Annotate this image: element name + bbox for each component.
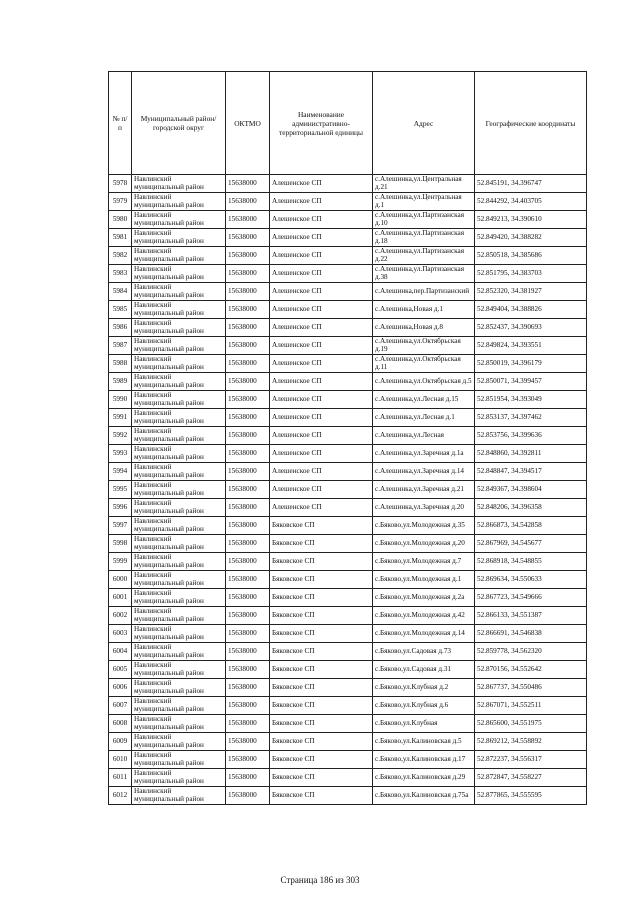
table-row	[109, 319, 587, 337]
address-cell: с.Алешинка,ул.Партизанская д.38	[373, 265, 475, 283]
table-row	[109, 337, 587, 355]
unit-cell: Алешенское СП	[270, 265, 373, 283]
row-number: 5984	[109, 283, 132, 301]
coordinates-cell: 52.866873, 34.542858	[475, 517, 587, 535]
address-cell: с.Бяково,ул.Молодежная д.1	[373, 571, 475, 589]
oktmo-cell: 15638000	[226, 571, 270, 589]
header-oktmo: ОКТМО	[226, 72, 270, 175]
oktmo-cell: 15638000	[226, 535, 270, 553]
unit-cell: Алешенское СП	[270, 373, 373, 391]
district-cell: Навлинский муниципальный район	[132, 553, 226, 571]
address-cell: с.Бяково,ул.Калиновская д.5	[373, 733, 475, 751]
table-row	[109, 643, 587, 661]
coordinates-cell: 52.849213, 34.390610	[475, 211, 587, 229]
oktmo-cell: 15638000	[226, 445, 270, 463]
table-row	[109, 193, 587, 211]
oktmo-cell: 15638000	[226, 391, 270, 409]
coordinates-cell: 52.868918, 34.548855	[475, 553, 587, 571]
unit-cell: Бяковское СП	[270, 571, 373, 589]
table-row	[109, 715, 587, 733]
district-cell: Навлинский муниципальный район	[132, 445, 226, 463]
address-cell: с.Алешинка,ул.Октябрьская д.19	[373, 337, 475, 355]
district-cell: Навлинский муниципальный район	[132, 535, 226, 553]
coordinates-cell: 52.877865, 34.555595	[475, 787, 587, 805]
district-cell: Навлинский муниципальный район	[132, 211, 226, 229]
address-cell: с.Алешинка,ул.Октябрьская д.11	[373, 355, 475, 373]
row-number: 5981	[109, 229, 132, 247]
district-cell: Навлинский муниципальный район	[132, 679, 226, 697]
row-number: 5983	[109, 265, 132, 283]
header-number: № п/п	[109, 72, 132, 175]
oktmo-cell: 15638000	[226, 787, 270, 805]
unit-cell: Бяковское СП	[270, 661, 373, 679]
coordinates-cell: 52.869634, 34.550633	[475, 571, 587, 589]
oktmo-cell: 15638000	[226, 517, 270, 535]
table-row	[109, 355, 587, 373]
row-number: 5990	[109, 391, 132, 409]
oktmo-cell: 15638000	[226, 301, 270, 319]
table-header-row	[109, 72, 587, 175]
row-number: 6010	[109, 751, 132, 769]
unit-cell: Алешенское СП	[270, 283, 373, 301]
row-number: 5986	[109, 319, 132, 337]
address-cell: с.Алешинка,ул.Заречная д.14	[373, 463, 475, 481]
address-cell: с.Алешинка,ул.Партизанская д.10	[373, 211, 475, 229]
row-number: 6007	[109, 697, 132, 715]
district-cell: Навлинский муниципальный район	[132, 247, 226, 265]
coordinates-cell: 52.848847, 34.394517	[475, 463, 587, 481]
district-cell: Навлинский муниципальный район	[132, 265, 226, 283]
district-cell: Навлинский муниципальный район	[132, 517, 226, 535]
table-row	[109, 463, 587, 481]
coordinates-cell: 52.872847, 34.558227	[475, 769, 587, 787]
row-number: 5997	[109, 517, 132, 535]
district-cell: Навлинский муниципальный район	[132, 733, 226, 751]
row-number: 6003	[109, 625, 132, 643]
district-cell: Навлинский муниципальный район	[132, 607, 226, 625]
unit-cell: Бяковское СП	[270, 589, 373, 607]
unit-cell: Алешенское СП	[270, 427, 373, 445]
coordinates-cell: 52.851954, 34.393049	[475, 391, 587, 409]
coordinates-cell: 52.866133, 34.551387	[475, 607, 587, 625]
coordinates-cell: 52.853137, 34.397462	[475, 409, 587, 427]
oktmo-cell: 15638000	[226, 355, 270, 373]
oktmo-cell: 15638000	[226, 499, 270, 517]
oktmo-cell: 15638000	[226, 229, 270, 247]
table-row	[109, 175, 587, 193]
oktmo-cell: 15638000	[226, 625, 270, 643]
unit-cell: Бяковское СП	[270, 535, 373, 553]
address-cell: с.Бяково,ул.Клубная д.2	[373, 679, 475, 697]
row-number: 6011	[109, 769, 132, 787]
row-number: 5987	[109, 337, 132, 355]
table-row	[109, 499, 587, 517]
unit-cell: Бяковское СП	[270, 625, 373, 643]
address-cell: с.Бяково,ул.Калиновская д.29	[373, 769, 475, 787]
table-row	[109, 427, 587, 445]
coordinates-cell: 52.845191, 34.396747	[475, 175, 587, 193]
address-cell: с.Алешинка,ул.Заречная д.21	[373, 481, 475, 499]
coordinates-cell: 52.850518, 34.385686	[475, 247, 587, 265]
header-coordinates: Географические координаты	[475, 72, 587, 175]
address-cell: с.Бяково,ул.Садовая д.73	[373, 643, 475, 661]
coordinates-cell: 52.844292, 34.403705	[475, 193, 587, 211]
table-row	[109, 265, 587, 283]
oktmo-cell: 15638000	[226, 409, 270, 427]
unit-cell: Бяковское СП	[270, 697, 373, 715]
coordinates-cell: 52.859778, 34.562320	[475, 643, 587, 661]
address-cell: с.Бяково,ул.Молодежная д.35	[373, 517, 475, 535]
unit-cell: Бяковское СП	[270, 643, 373, 661]
unit-cell: Алешенское СП	[270, 229, 373, 247]
oktmo-cell: 15638000	[226, 337, 270, 355]
table-row	[109, 283, 587, 301]
row-number: 5992	[109, 427, 132, 445]
oktmo-cell: 15638000	[226, 715, 270, 733]
table-row	[109, 301, 587, 319]
address-cell: с.Бяково,ул.Клубная д.6	[373, 697, 475, 715]
row-number: 5999	[109, 553, 132, 571]
address-cell: с.Бяково,ул.Калиновская д.17	[373, 751, 475, 769]
unit-cell: Алешенское СП	[270, 337, 373, 355]
coordinates-cell: 52.867723, 34.549666	[475, 589, 587, 607]
district-cell: Навлинский муниципальный район	[132, 427, 226, 445]
unit-cell: Алешенское СП	[270, 355, 373, 373]
oktmo-cell: 15638000	[226, 247, 270, 265]
table-row	[109, 553, 587, 571]
row-number: 6001	[109, 589, 132, 607]
address-cell: с.Алешинка,ул.Лесная	[373, 427, 475, 445]
coordinates-cell: 52.866691, 34.546838	[475, 625, 587, 643]
table-row	[109, 211, 587, 229]
oktmo-cell: 15638000	[226, 427, 270, 445]
header-address: Адрес	[373, 72, 475, 175]
table-row	[109, 661, 587, 679]
table-row	[109, 769, 587, 787]
row-number: 5985	[109, 301, 132, 319]
oktmo-cell: 15638000	[226, 175, 270, 193]
coordinates-cell: 52.849420, 34.388282	[475, 229, 587, 247]
table-row	[109, 589, 587, 607]
address-cell: с.Алешинка,ул.Партизанская д.18	[373, 229, 475, 247]
coordinates-cell: 52.848206, 34.396358	[475, 499, 587, 517]
address-cell: с.Бяково,ул.Молодежная д.14	[373, 625, 475, 643]
address-cell: с.Алешинка,ул.Партизанская д.22	[373, 247, 475, 265]
district-cell: Навлинский муниципальный район	[132, 229, 226, 247]
row-number: 6009	[109, 733, 132, 751]
district-cell: Навлинский муниципальный район	[132, 193, 226, 211]
oktmo-cell: 15638000	[226, 661, 270, 679]
coordinates-table	[108, 71, 587, 805]
coordinates-cell: 52.850019, 34.396179	[475, 355, 587, 373]
address-cell: с.Алешинка,ул.Заречная д.20	[373, 499, 475, 517]
district-cell: Навлинский муниципальный район	[132, 319, 226, 337]
table-row	[109, 409, 587, 427]
address-cell: с.Бяково,ул.Калиновская д.75а	[373, 787, 475, 805]
unit-cell: Бяковское СП	[270, 787, 373, 805]
unit-cell: Бяковское СП	[270, 553, 373, 571]
unit-cell: Алешенское СП	[270, 247, 373, 265]
oktmo-cell: 15638000	[226, 733, 270, 751]
oktmo-cell: 15638000	[226, 751, 270, 769]
row-number: 6002	[109, 607, 132, 625]
district-cell: Навлинский муниципальный район	[132, 589, 226, 607]
row-number: 5994	[109, 463, 132, 481]
unit-cell: Бяковское СП	[270, 715, 373, 733]
oktmo-cell: 15638000	[226, 643, 270, 661]
unit-cell: Бяковское СП	[270, 769, 373, 787]
row-number: 6000	[109, 571, 132, 589]
district-cell: Навлинский муниципальный район	[132, 337, 226, 355]
district-cell: Навлинский муниципальный район	[132, 301, 226, 319]
row-number: 6006	[109, 679, 132, 697]
district-cell: Навлинский муниципальный район	[132, 787, 226, 805]
table-row	[109, 535, 587, 553]
address-cell: с.Алешинка,ул.Октябрьская д.5	[373, 373, 475, 391]
unit-cell: Бяковское СП	[270, 733, 373, 751]
page-footer: Страница 186 из 303	[280, 875, 360, 885]
address-cell: с.Бяково,ул.Молодежная д.2а	[373, 589, 475, 607]
oktmo-cell: 15638000	[226, 463, 270, 481]
oktmo-cell: 15638000	[226, 679, 270, 697]
unit-cell: Бяковское СП	[270, 751, 373, 769]
row-number: 5978	[109, 175, 132, 193]
unit-cell: Алешенское СП	[270, 481, 373, 499]
address-cell: с.Алешинка,ул.Лесная д.15	[373, 391, 475, 409]
row-number: 5996	[109, 499, 132, 517]
coordinates-cell: 52.865600, 34.551975	[475, 715, 587, 733]
district-cell: Навлинский муниципальный район	[132, 499, 226, 517]
header-district: Муниципальный район/городской округ	[132, 72, 226, 175]
oktmo-cell: 15638000	[226, 481, 270, 499]
unit-cell: Бяковское СП	[270, 607, 373, 625]
row-number: 5980	[109, 211, 132, 229]
row-number: 5988	[109, 355, 132, 373]
oktmo-cell: 15638000	[226, 265, 270, 283]
district-cell: Навлинский муниципальный район	[132, 643, 226, 661]
address-cell: с.Алешинка,пер.Партизанский	[373, 283, 475, 301]
row-number: 5995	[109, 481, 132, 499]
coordinates-cell: 52.852437, 34.390693	[475, 319, 587, 337]
row-number: 5998	[109, 535, 132, 553]
oktmo-cell: 15638000	[226, 607, 270, 625]
table-row	[109, 751, 587, 769]
unit-cell: Алешенское СП	[270, 445, 373, 463]
district-cell: Навлинский муниципальный район	[132, 391, 226, 409]
district-cell: Навлинский муниципальный район	[132, 571, 226, 589]
coordinates-cell: 52.870156, 34.552642	[475, 661, 587, 679]
oktmo-cell: 15638000	[226, 769, 270, 787]
unit-cell: Алешенское СП	[270, 175, 373, 193]
district-cell: Навлинский муниципальный район	[132, 409, 226, 427]
table-row	[109, 481, 587, 499]
coordinates-cell: 52.867737, 34.550486	[475, 679, 587, 697]
oktmo-cell: 15638000	[226, 319, 270, 337]
row-number: 5993	[109, 445, 132, 463]
unit-cell: Алешенское СП	[270, 499, 373, 517]
address-cell: с.Бяково,ул.Молодежная д.42	[373, 607, 475, 625]
coordinates-cell: 52.849367, 34.398604	[475, 481, 587, 499]
unit-cell: Алешенское СП	[270, 463, 373, 481]
coordinates-cell: 52.872237, 34.556317	[475, 751, 587, 769]
coordinates-cell: 52.867071, 34.552511	[475, 697, 587, 715]
row-number: 6005	[109, 661, 132, 679]
row-number: 5979	[109, 193, 132, 211]
district-cell: Навлинский муниципальный район	[132, 751, 226, 769]
address-cell: с.Алешинка,ул.Центральная д.1	[373, 193, 475, 211]
address-cell: с.Алешинка,ул.Центральная д.21	[373, 175, 475, 193]
coordinates-cell: 52.848860, 34.392811	[475, 445, 587, 463]
unit-cell: Алешенское СП	[270, 319, 373, 337]
table-row	[109, 607, 587, 625]
row-number: 6012	[109, 787, 132, 805]
oktmo-cell: 15638000	[226, 697, 270, 715]
district-cell: Навлинский муниципальный район	[132, 697, 226, 715]
address-cell: с.Бяково,ул.Клубная	[373, 715, 475, 733]
table-row	[109, 697, 587, 715]
district-cell: Навлинский муниципальный район	[132, 625, 226, 643]
header-unit: Наименование административно-территориальной единицы	[270, 72, 373, 175]
table-row	[109, 391, 587, 409]
coordinates-cell: 52.852320, 34.381927	[475, 283, 587, 301]
district-cell: Навлинский муниципальный район	[132, 661, 226, 679]
address-cell: с.Алешинка,ул.Лесная д.1	[373, 409, 475, 427]
row-number: 6008	[109, 715, 132, 733]
row-number: 5989	[109, 373, 132, 391]
coordinates-cell: 52.853756, 34.399636	[475, 427, 587, 445]
oktmo-cell: 15638000	[226, 373, 270, 391]
oktmo-cell: 15638000	[226, 283, 270, 301]
district-cell: Навлинский муниципальный район	[132, 481, 226, 499]
address-cell: с.Бяково,ул.Молодежная д.20	[373, 535, 475, 553]
district-cell: Навлинский муниципальный район	[132, 283, 226, 301]
address-cell: с.Алешинка,ул.Заречная д.1а	[373, 445, 475, 463]
unit-cell: Алешенское СП	[270, 391, 373, 409]
unit-cell: Алешенское СП	[270, 301, 373, 319]
table-row	[109, 625, 587, 643]
coordinates-cell: 52.869212, 34.558892	[475, 733, 587, 751]
district-cell: Навлинский муниципальный район	[132, 715, 226, 733]
oktmo-cell: 15638000	[226, 193, 270, 211]
district-cell: Навлинский муниципальный район	[132, 463, 226, 481]
unit-cell: Алешенское СП	[270, 211, 373, 229]
row-number: 5991	[109, 409, 132, 427]
table-row	[109, 445, 587, 463]
row-number: 5982	[109, 247, 132, 265]
address-cell: с.Алешинка,Новая д.8	[373, 319, 475, 337]
table-row	[109, 373, 587, 391]
district-cell: Навлинский муниципальный район	[132, 175, 226, 193]
coordinates-cell: 52.849404, 34.388826	[475, 301, 587, 319]
table-row	[109, 733, 587, 751]
unit-cell: Алешенское СП	[270, 409, 373, 427]
address-cell: с.Бяково,ул.Молодежная д.7	[373, 553, 475, 571]
row-number: 6004	[109, 643, 132, 661]
unit-cell: Бяковское СП	[270, 517, 373, 535]
coordinates-cell: 52.851795, 34.383703	[475, 265, 587, 283]
oktmo-cell: 15638000	[226, 589, 270, 607]
coordinates-cell: 52.850071, 34.399457	[475, 373, 587, 391]
oktmo-cell: 15638000	[226, 211, 270, 229]
table-row	[109, 787, 587, 805]
table-row	[109, 517, 587, 535]
district-cell: Навлинский муниципальный район	[132, 769, 226, 787]
unit-cell: Бяковское СП	[270, 679, 373, 697]
table-row	[109, 679, 587, 697]
address-cell: с.Бяково,ул.Садовая д.31	[373, 661, 475, 679]
coordinates-cell: 52.867969, 34.545677	[475, 535, 587, 553]
oktmo-cell: 15638000	[226, 553, 270, 571]
address-cell: с.Алешинка,Новая д.1	[373, 301, 475, 319]
coordinates-cell: 52.849824, 34.393551	[475, 337, 587, 355]
table-row	[109, 571, 587, 589]
district-cell: Навлинский муниципальный район	[132, 355, 226, 373]
table-row	[109, 229, 587, 247]
table-row	[109, 247, 587, 265]
unit-cell: Алешенское СП	[270, 193, 373, 211]
district-cell: Навлинский муниципальный район	[132, 373, 226, 391]
